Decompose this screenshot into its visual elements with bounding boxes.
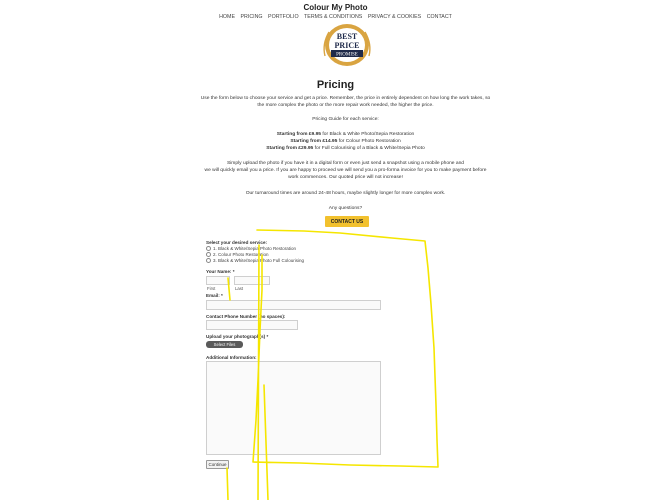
questions-text: Any questions? [328, 206, 363, 211]
last-label: Last [235, 286, 244, 291]
additional-info-textarea[interactable] [206, 361, 381, 455]
radio-icon[interactable] [206, 246, 211, 251]
last-name-input[interactable] [234, 276, 270, 285]
best-price-badge [319, 22, 375, 68]
badge-line3: PROMISE [336, 52, 358, 58]
first-label: First [207, 286, 216, 291]
intro-text [190, 95, 501, 109]
upload-info-line-1: Simply upload the photo if you have it in a digital form or even just send a snapshot using a mobile phone and [226, 161, 465, 166]
price-item: Starting from £14.95 for Colour Photo Restoration [290, 139, 401, 144]
turnaround-text: Our turnaround times are around 24-48 hours, maybe slightly longer for more complex work. [245, 191, 446, 196]
service-option-2[interactable]: 2. Colour Photo Restoration [206, 252, 269, 257]
nav-item-privacy[interactable]: PRIVACY & COOKIES [367, 14, 422, 20]
upload-info [190, 160, 501, 181]
pricing-heading: Pricing Guide for each service: [312, 117, 379, 122]
continue-button[interactable]: Continue [206, 460, 229, 469]
price-item: Starting from £9.95 for Black & White Photo/Sepia Restoration [276, 132, 415, 137]
badge-line2: PRICE [334, 41, 360, 50]
main-nav [0, 14, 671, 20]
upload-info-line-2: we will quickly email you a price. If you are happy to proceed we will send you a pro-forma invoice for you to make payment before [204, 168, 487, 173]
nav-item-contact[interactable]: CONTACT [426, 14, 452, 20]
service-option-3[interactable]: 3. Black & White/Sepia Photo Full Colourising [206, 258, 304, 263]
name-label: Your Name: * [206, 269, 235, 274]
email-label: Email: * [206, 293, 223, 298]
contact-us-button[interactable]: CONTACT US [325, 216, 369, 227]
site-title[interactable]: Colour My Photo [303, 3, 368, 12]
nav-item-pricing[interactable]: PRICING [240, 14, 263, 20]
page-title: Pricing [316, 79, 355, 91]
nav-item-terms[interactable]: TERMS & CONDITIONS [304, 14, 363, 20]
service-option-1[interactable]: 1. Black & White/Sepia Photo Restoration [206, 246, 296, 251]
phone-input[interactable] [206, 320, 298, 330]
select-files-button[interactable]: Select Files [206, 341, 243, 348]
additional-info-label: Additional Information: [206, 355, 257, 360]
radio-icon[interactable] [206, 252, 211, 257]
pricing-list [190, 131, 501, 152]
intro-line-1: Use the form below to choose your service and get a price. Remember, the price in entirely dependent on how long the work takes, so [200, 96, 491, 101]
upload-info-line-3: work commences. Our quoted price will not increase! [288, 175, 403, 180]
intro-line-2: the more complex the photo or the more repair work needed, the higher the price. [257, 103, 434, 108]
nav-item-portfolio[interactable]: PORTFOLIO [268, 14, 299, 20]
phone-label: Contact Phone Number (no spaces): [206, 314, 286, 319]
nav-item-home[interactable]: HOME [219, 14, 235, 20]
upload-label: Upload your photograph(s) * [206, 334, 269, 339]
service-label: Select your desired service: [206, 240, 268, 245]
badge-line1: BEST [336, 32, 358, 41]
email-input[interactable] [206, 300, 381, 310]
price-item: Starting from £29.95 for Full Colourising of a Black & White/Sepia Photo [266, 146, 425, 151]
first-name-input[interactable] [206, 276, 230, 285]
radio-icon[interactable] [206, 258, 211, 263]
